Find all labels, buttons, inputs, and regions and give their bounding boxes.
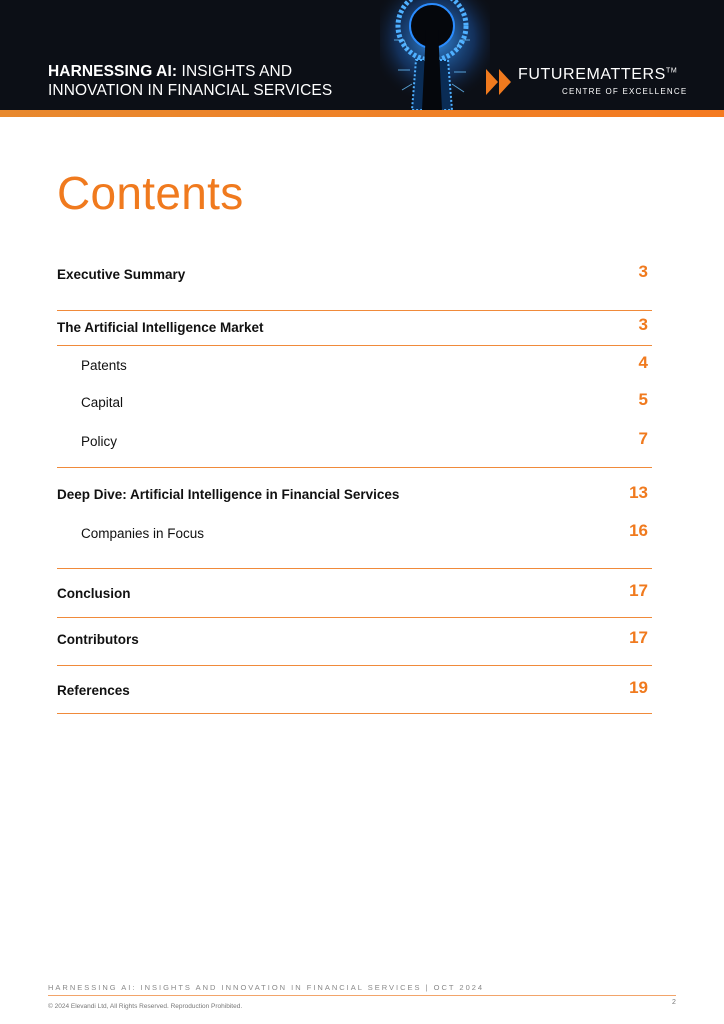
toc-page-number: 17: [629, 628, 648, 647]
toc-page-number: 17: [629, 581, 648, 600]
toc-entry-executive-summary[interactable]: [57, 250, 652, 310]
toc-label: Deep Dive: Artificial Intelligence in Financial Services: [57, 487, 400, 502]
accent-bar: [0, 110, 724, 117]
logo-subtitle: CENTRE OF EXCELLENCE: [562, 87, 688, 96]
toc-page-number: 19: [629, 678, 648, 697]
footer-page-number: 2: [672, 999, 676, 1006]
futurematters-logo: [486, 66, 686, 102]
toc-entry-companies-in-focus[interactable]: [57, 518, 652, 568]
header-banner: [0, 0, 724, 110]
divider: [57, 713, 652, 714]
toc-entry-patents[interactable]: [57, 346, 652, 384]
toc-label: The Artificial Intelligence Market: [57, 320, 264, 335]
toc-entry-policy[interactable]: [57, 424, 652, 467]
toc-entry-references[interactable]: [57, 666, 652, 713]
toc-page-number: 3: [638, 262, 648, 281]
toc-label: Patents: [81, 358, 127, 373]
page-title: Contents: [57, 167, 244, 219]
toc-page-number: 13: [629, 483, 648, 502]
toc-page-number: 5: [638, 390, 648, 409]
toc-label: References: [57, 683, 130, 698]
toc-entry-conclusion[interactable]: [57, 569, 652, 617]
footer-divider: [48, 995, 676, 996]
table-of-contents: [57, 250, 652, 714]
toc-entry-deep-dive[interactable]: [57, 468, 652, 518]
logo-trademark: TM: [665, 67, 678, 75]
toc-page-number: 16: [629, 521, 648, 540]
toc-label: Policy: [81, 434, 118, 449]
report-title-rest: INSIGHTS AND: [177, 63, 293, 80]
toc-label: Capital: [81, 395, 124, 410]
toc-label: Contributors: [57, 632, 139, 647]
circuit-keyhole-image: [380, 0, 490, 110]
toc-page-number: 3: [638, 315, 648, 334]
report-title-line2: INNOVATION IN FINANCIAL SERVICES: [48, 82, 333, 99]
report-title-bold: HARNESSING AI:: [48, 63, 178, 80]
toc-entry-contributors[interactable]: [57, 618, 652, 665]
toc-label: Conclusion: [57, 586, 131, 601]
toc-entry-ai-market[interactable]: [57, 311, 652, 345]
footer-copyright: © 2024 Elevandi Ltd, All Rights Reserved. Reproduction Prohibited.: [48, 1003, 243, 1010]
toc-label: Companies in Focus: [81, 526, 205, 541]
toc-page-number: 4: [638, 353, 648, 372]
logo-name: FUTUREMATTERS: [518, 66, 666, 83]
footer-doc-title: HARNESSING AI: INSIGHTS AND INNOVATION IN FINANCIAL SERVICES | OCT 2024: [48, 983, 485, 992]
report-title: [48, 62, 332, 100]
toc-label: Executive Summary: [57, 267, 186, 282]
toc-entry-capital[interactable]: [57, 384, 652, 424]
toc-page-number: 7: [638, 429, 648, 448]
double-chevron-icon: [486, 69, 514, 95]
